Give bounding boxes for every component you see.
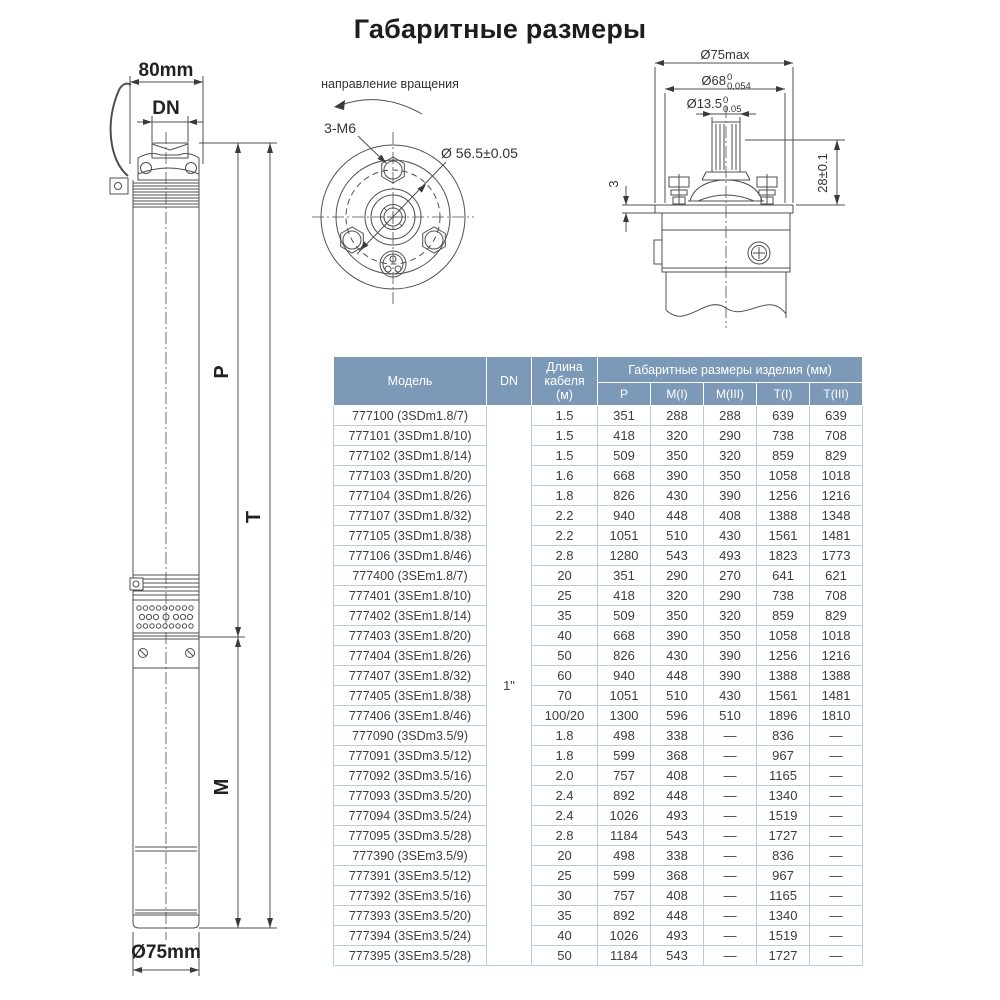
m3-cell: 290 [704, 586, 757, 606]
p-cell: 826 [598, 646, 651, 666]
p-cell: 1184 [598, 826, 651, 846]
col-header-t3: Т(III) [810, 383, 863, 406]
p-cell: 940 [598, 506, 651, 526]
col-header-model: Модель [334, 357, 487, 406]
p-cell: 892 [598, 786, 651, 806]
m3-cell: — [704, 886, 757, 906]
m1-cell: 448 [651, 506, 704, 526]
cable-length-cell: 70 [532, 686, 598, 706]
t1-cell: 1165 [757, 766, 810, 786]
table-row [334, 406, 863, 426]
rotation-direction-label: направление вращения [321, 77, 459, 91]
m1-cell: 338 [651, 846, 704, 866]
t1-cell: 1256 [757, 486, 810, 506]
cable-length-cell: 1.8 [532, 486, 598, 506]
table-row [334, 706, 863, 726]
col-header-cable: Длина кабеля (м) [532, 357, 598, 406]
t1-cell: 859 [757, 446, 810, 466]
m1-cell: 390 [651, 466, 704, 486]
t3-cell: — [810, 726, 863, 746]
t1-cell: 1058 [757, 626, 810, 646]
m3-cell: 390 [704, 646, 757, 666]
bolt-spec-label: 3-М6 [324, 120, 356, 136]
t3-cell: 621 [810, 566, 863, 586]
t3-cell: — [810, 926, 863, 946]
model-cell: 777390 (3SEm3.5/9) [334, 846, 487, 866]
cable-length-cell: 1.8 [532, 746, 598, 766]
p-cell: 351 [598, 566, 651, 586]
t1-cell: 967 [757, 866, 810, 886]
m3-cell: 270 [704, 566, 757, 586]
p-cell: 498 [598, 726, 651, 746]
m1-cell: 596 [651, 706, 704, 726]
cable-length-cell: 2.4 [532, 786, 598, 806]
t1-cell: 1561 [757, 526, 810, 546]
cable-length-cell: 50 [532, 946, 598, 966]
t3-cell: — [810, 866, 863, 886]
dim-t-label: T [243, 510, 265, 524]
cable-length-cell: 2.0 [532, 766, 598, 786]
coupling-view-drawing [606, 38, 860, 338]
p-cell: 599 [598, 866, 651, 886]
rotation-arrow-arc [338, 100, 422, 114]
dimensions-table [333, 356, 863, 966]
m3-cell: 320 [704, 606, 757, 626]
cable-length-cell: 2.2 [532, 506, 598, 526]
model-cell: 777402 (3SEm1.8/14) [334, 606, 487, 626]
cable-length-cell: 40 [532, 626, 598, 646]
m3-cell: — [704, 766, 757, 786]
table-row [334, 866, 863, 886]
m1-cell: 543 [651, 946, 704, 966]
m3-cell: 510 [704, 706, 757, 726]
dim-28-label: 28±0.1 [815, 153, 830, 193]
terminal-bolt-right [757, 174, 777, 204]
col-header-p: Р [598, 383, 651, 406]
m3-cell: 408 [704, 506, 757, 526]
t1-cell: 1340 [757, 786, 810, 806]
m3-cell: 390 [704, 486, 757, 506]
m1-cell: 320 [651, 426, 704, 446]
p-cell: 1300 [598, 706, 651, 726]
p-cell: 668 [598, 466, 651, 486]
table-body [334, 406, 863, 966]
t3-cell: 829 [810, 446, 863, 466]
model-cell: 777100 (3SDm1.8/7) [334, 406, 487, 426]
m3-cell: 350 [704, 626, 757, 646]
col-header-m3: М(III) [704, 383, 757, 406]
m1-cell: 408 [651, 766, 704, 786]
p-cell: 599 [598, 746, 651, 766]
t1-cell: 738 [757, 426, 810, 446]
m3-cell: — [704, 846, 757, 866]
model-cell: 777405 (3SEm1.8/38) [334, 686, 487, 706]
m1-cell: 448 [651, 786, 704, 806]
t1-cell: 1519 [757, 806, 810, 826]
dim-d75-label: Ø75mm [131, 942, 201, 963]
model-cell: 777404 (3SEm1.8/26) [334, 646, 487, 666]
model-cell: 777407 (3SEm1.8/32) [334, 666, 487, 686]
p-cell: 509 [598, 446, 651, 466]
t1-cell: 836 [757, 726, 810, 746]
m3-cell: 290 [704, 426, 757, 446]
m1-cell: 350 [651, 606, 704, 626]
p-cell: 1051 [598, 686, 651, 706]
t1-cell: 641 [757, 566, 810, 586]
t1-cell: 1388 [757, 666, 810, 686]
t1-cell: 1165 [757, 886, 810, 906]
table-row [334, 806, 863, 826]
t3-cell: 1216 [810, 646, 863, 666]
table-row [334, 446, 863, 466]
strainer-holes [137, 606, 193, 628]
dim-68-tol-upper: 0 [727, 72, 733, 83]
cable-length-cell: 1.6 [532, 466, 598, 486]
cable-length-cell: 1.5 [532, 406, 598, 426]
cable-length-cell: 2.2 [532, 526, 598, 546]
m1-cell: 493 [651, 806, 704, 826]
m3-cell: — [704, 726, 757, 746]
dn-value-cell: 1" [487, 406, 532, 966]
table-row [334, 746, 863, 766]
model-cell: 777107 (3SDm1.8/32) [334, 506, 487, 526]
t3-cell: 1018 [810, 626, 863, 646]
cable-length-cell: 1.5 [532, 426, 598, 446]
t3-cell: 708 [810, 426, 863, 446]
dim-13-5-tol-upper: 0 [723, 95, 729, 106]
table-row [334, 566, 863, 586]
p-cell: 1026 [598, 926, 651, 946]
table-row [334, 646, 863, 666]
m1-cell: 430 [651, 486, 704, 506]
cable-length-cell: 1.5 [532, 446, 598, 466]
dim-75max-label: Ø75max [700, 47, 750, 62]
dim-80mm-label: 80mm [138, 60, 194, 81]
m1-cell: 338 [651, 726, 704, 746]
t1-cell: 1256 [757, 646, 810, 666]
model-cell: 777095 (3SDm3.5/28) [334, 826, 487, 846]
t1-cell: 1727 [757, 946, 810, 966]
table-row [334, 486, 863, 506]
t1-cell: 1896 [757, 706, 810, 726]
table-row [334, 826, 863, 846]
table-row [334, 946, 863, 966]
table-row [334, 546, 863, 566]
m3-cell: — [704, 826, 757, 846]
m3-cell: — [704, 946, 757, 966]
model-cell: 777105 (3SDm1.8/38) [334, 526, 487, 546]
m1-cell: 493 [651, 926, 704, 946]
t1-cell: 836 [757, 846, 810, 866]
terminal-bolt-left [669, 174, 689, 204]
m1-cell: 510 [651, 526, 704, 546]
cable-length-cell: 25 [532, 866, 598, 886]
table-row [334, 786, 863, 806]
t3-cell: 639 [810, 406, 863, 426]
dim-68-label: Ø68 [701, 73, 726, 88]
table-row [334, 666, 863, 686]
p-cell: 826 [598, 486, 651, 506]
t1-cell: 1823 [757, 546, 810, 566]
t3-cell: — [810, 946, 863, 966]
cable-length-cell: 35 [532, 906, 598, 926]
dim-3-label: 3 [606, 180, 621, 188]
model-cell: 777102 (3SDm1.8/14) [334, 446, 487, 466]
bolt-circle-dim-label: Ø 56.5±0.05 [441, 145, 518, 161]
table-row [334, 606, 863, 626]
m1-cell: 543 [651, 826, 704, 846]
model-cell: 777401 (3SEm1.8/10) [334, 586, 487, 606]
cable-length-cell: 1.8 [532, 726, 598, 746]
model-cell: 777106 (3SDm1.8/46) [334, 546, 487, 566]
m1-cell: 368 [651, 866, 704, 886]
cable-length-cell: 100/20 [532, 706, 598, 726]
m3-cell: 430 [704, 526, 757, 546]
cable-length-cell: 20 [532, 566, 598, 586]
table-row [334, 506, 863, 526]
t3-cell: 1216 [810, 486, 863, 506]
model-cell: 777391 (3SEm3.5/12) [334, 866, 487, 886]
t1-cell: 738 [757, 586, 810, 606]
cable-length-cell: 30 [532, 886, 598, 906]
t1-cell: 1519 [757, 926, 810, 946]
m3-cell: 288 [704, 406, 757, 426]
m1-cell: 290 [651, 566, 704, 586]
table-row [334, 586, 863, 606]
dim-13-5-label: Ø13.5 [686, 96, 722, 111]
model-cell: 777090 (3SDm3.5/9) [334, 726, 487, 746]
t1-cell: 1388 [757, 506, 810, 526]
dim-68-tol-lower: 0.054 [727, 81, 751, 92]
t3-cell: 1773 [810, 546, 863, 566]
m1-cell: 408 [651, 886, 704, 906]
p-cell: 757 [598, 766, 651, 786]
model-cell: 777406 (3SEm1.8/46) [334, 706, 487, 726]
t3-cell: 1348 [810, 506, 863, 526]
pump-dim-arrows [130, 79, 273, 973]
model-cell: 777101 (3SDm1.8/10) [334, 426, 487, 446]
m3-cell: 430 [704, 686, 757, 706]
dim-m-label: M [211, 778, 233, 796]
dim-dn-label: DN [152, 98, 180, 119]
m3-cell: — [704, 906, 757, 926]
table-row [334, 626, 863, 646]
m1-cell: 288 [651, 406, 704, 426]
t3-cell: — [810, 846, 863, 866]
table-row [334, 766, 863, 786]
p-cell: 509 [598, 606, 651, 626]
model-cell: 777092 (3SDm3.5/16) [334, 766, 487, 786]
p-cell: 418 [598, 586, 651, 606]
col-header-dn: DN [487, 357, 532, 406]
cable-length-cell: 2.4 [532, 806, 598, 826]
m3-cell: — [704, 786, 757, 806]
table-row [334, 846, 863, 866]
t1-cell: 1561 [757, 686, 810, 706]
table-row [334, 726, 863, 746]
cable-length-cell: 60 [532, 666, 598, 686]
t3-cell: — [810, 786, 863, 806]
model-cell: 777400 (3SEm1.8/7) [334, 566, 487, 586]
m3-cell: 390 [704, 666, 757, 686]
cable-length-cell: 20 [532, 846, 598, 866]
t1-cell: 1727 [757, 826, 810, 846]
t3-cell: — [810, 766, 863, 786]
m3-cell: — [704, 866, 757, 886]
col-header-dimensions: Габаритные размеры изделия (мм) [598, 357, 863, 383]
p-cell: 351 [598, 406, 651, 426]
t3-cell: 708 [810, 586, 863, 606]
t3-cell: 1018 [810, 466, 863, 486]
m1-cell: 448 [651, 666, 704, 686]
t3-cell: 829 [810, 606, 863, 626]
table-row [334, 466, 863, 486]
model-cell: 777394 (3SEm3.5/24) [334, 926, 487, 946]
table-row [334, 526, 863, 546]
m1-cell: 350 [651, 446, 704, 466]
t1-cell: 639 [757, 406, 810, 426]
t3-cell: — [810, 746, 863, 766]
page-title: Габаритные размеры [353, 14, 647, 44]
table-row [334, 886, 863, 906]
m3-cell: — [704, 926, 757, 946]
p-cell: 757 [598, 886, 651, 906]
p-cell: 418 [598, 426, 651, 446]
table-row [334, 686, 863, 706]
p-cell: 892 [598, 906, 651, 926]
model-cell: 777091 (3SDm3.5/12) [334, 746, 487, 766]
t3-cell: — [810, 806, 863, 826]
table-row [334, 906, 863, 926]
t3-cell: 1388 [810, 666, 863, 686]
col-header-m1: М(I) [651, 383, 704, 406]
model-cell: 777103 (3SDm1.8/20) [334, 466, 487, 486]
t3-cell: 1810 [810, 706, 863, 726]
m3-cell: — [704, 746, 757, 766]
dim-13-5-tol-lower: 0.05 [723, 104, 742, 115]
p-cell: 940 [598, 666, 651, 686]
m3-cell: 493 [704, 546, 757, 566]
model-cell: 777094 (3SDm3.5/24) [334, 806, 487, 826]
cable-length-cell: 50 [532, 646, 598, 666]
m1-cell: 510 [651, 686, 704, 706]
p-cell: 1184 [598, 946, 651, 966]
model-cell: 777093 (3SDm3.5/20) [334, 786, 487, 806]
t3-cell: — [810, 906, 863, 926]
t3-cell: — [810, 886, 863, 906]
m1-cell: 448 [651, 906, 704, 926]
model-cell: 777392 (3SEm3.5/16) [334, 886, 487, 906]
model-cell: 777393 (3SEm3.5/20) [334, 906, 487, 926]
m1-cell: 430 [651, 646, 704, 666]
cable-length-cell: 2.8 [532, 826, 598, 846]
cable-length-cell: 40 [532, 926, 598, 946]
cable-length-cell: 25 [532, 586, 598, 606]
m1-cell: 320 [651, 586, 704, 606]
t1-cell: 967 [757, 746, 810, 766]
m1-cell: 368 [651, 746, 704, 766]
t3-cell: 1481 [810, 526, 863, 546]
p-cell: 1051 [598, 526, 651, 546]
model-cell: 777104 (3SDm1.8/26) [334, 486, 487, 506]
cable-length-cell: 35 [532, 606, 598, 626]
table-row [334, 926, 863, 946]
table-row [334, 426, 863, 446]
m3-cell: — [704, 806, 757, 826]
model-cell: 777403 (3SEm1.8/20) [334, 626, 487, 646]
m3-cell: 320 [704, 446, 757, 466]
m1-cell: 390 [651, 626, 704, 646]
pump-side-view-drawing [95, 52, 295, 982]
p-cell: 1280 [598, 546, 651, 566]
p-cell: 1026 [598, 806, 651, 826]
t1-cell: 1340 [757, 906, 810, 926]
t1-cell: 859 [757, 606, 810, 626]
cable-length-cell: 2.8 [532, 546, 598, 566]
col-header-t1: Т(I) [757, 383, 810, 406]
dim-p-label: P [211, 365, 233, 379]
t3-cell: — [810, 826, 863, 846]
m3-cell: 350 [704, 466, 757, 486]
model-cell: 777395 (3SEm3.5/28) [334, 946, 487, 966]
t1-cell: 1058 [757, 466, 810, 486]
flange-top-view-drawing [300, 70, 518, 315]
t3-cell: 1481 [810, 686, 863, 706]
p-cell: 668 [598, 626, 651, 646]
p-cell: 498 [598, 846, 651, 866]
m1-cell: 543 [651, 546, 704, 566]
